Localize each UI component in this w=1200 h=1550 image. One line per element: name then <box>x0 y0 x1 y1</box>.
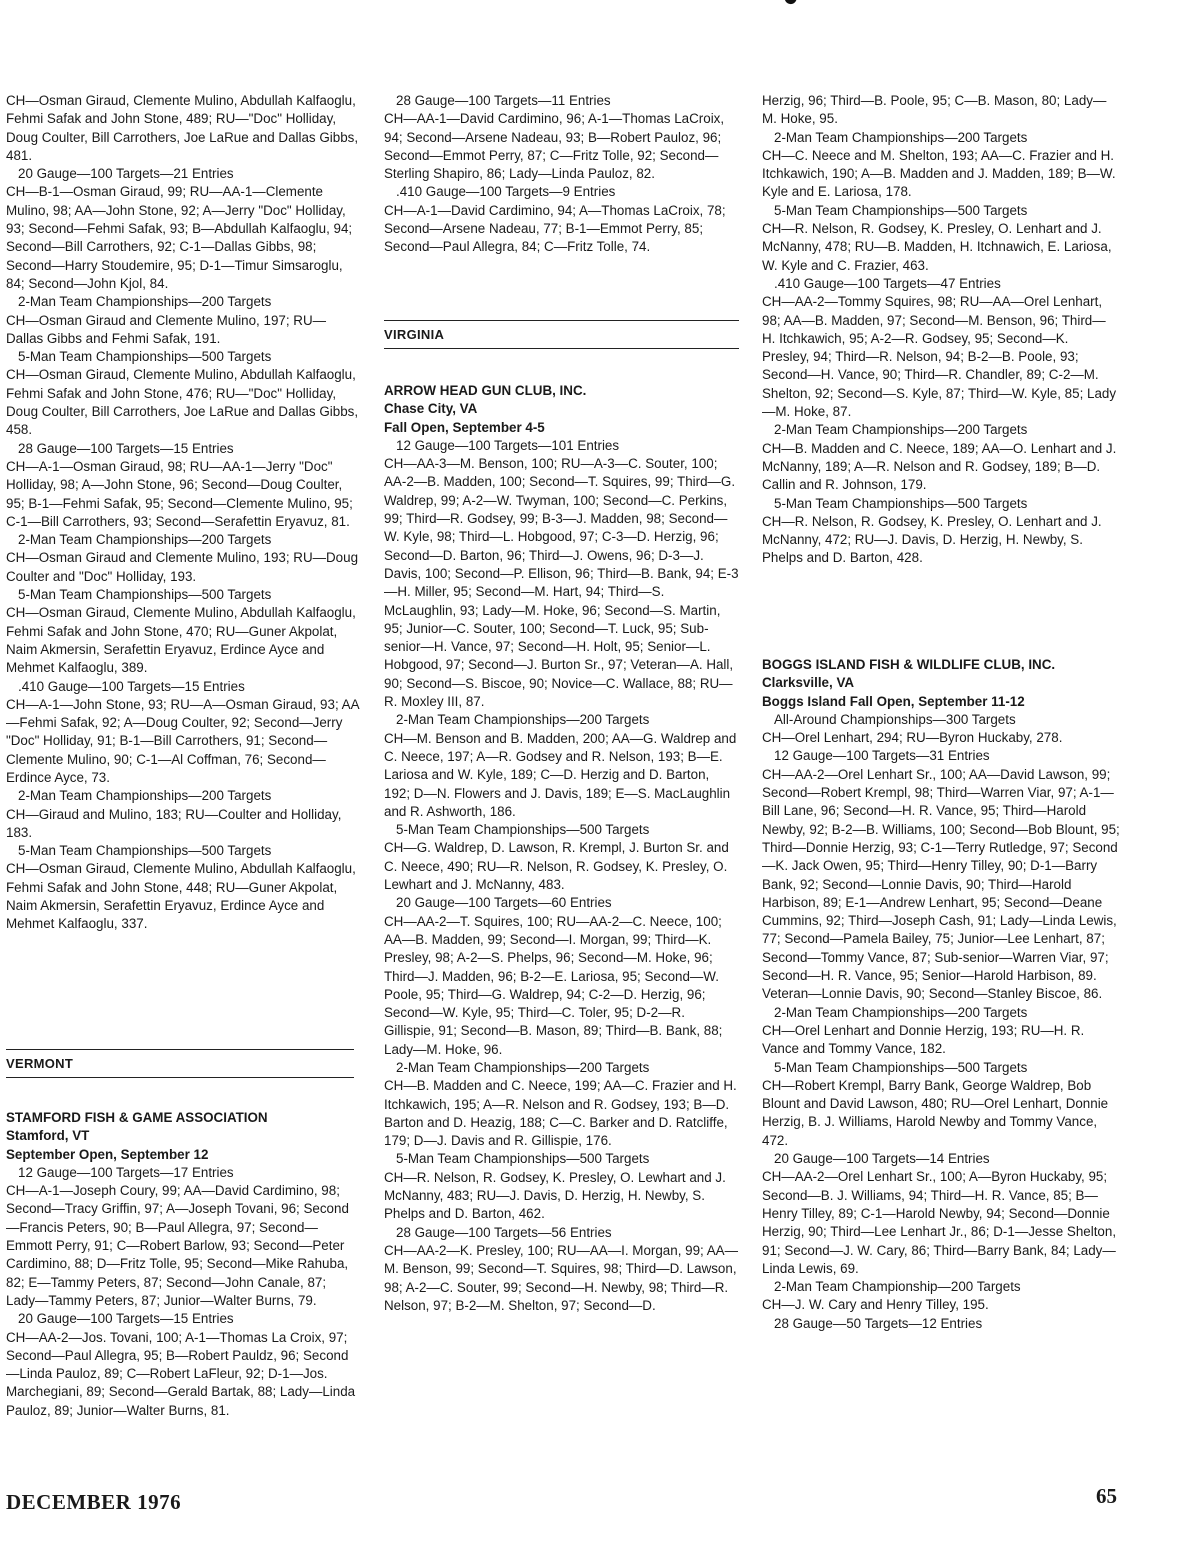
result-paragraph: CH—A-1—David Cardimino, 94; A—Thomas LaCroix, 78; Second—Arsene Nadeau, 77; B-1—Emmot Perry, 85; Second—Paul Allegra, 84; C—Fritz Tolle, 74. <box>384 202 726 255</box>
event-heading: 12 Gauge—100 Targets—31 Entries <box>774 748 990 764</box>
event-heading: 5-Man Team Championships—500 Targets <box>18 843 272 859</box>
result-paragraph: CH—AA-2—Tommy Squires, 98; RU—AA—Orel Lenhart, 98; AA—B. Madden, 97; Second—M. Benson, 96; Third—H. Itchkawich, 95; A-2—R. Godsey, 95; Second—K. Presley, 94; Third—R. Nelson, 94; B-2—B. Poole, 93; Second—H. Vance, 90; Third—R. Chandler, 89; C-2—M. Shelton, 92; Second—S. Kyle, 87; Third—W. Kyle, 85; Lady—M. Hoke, 87. <box>762 294 1117 420</box>
result-paragraph: CH—Orel Lenhart, 294; RU—Byron Huckaby, 278. <box>762 730 1063 746</box>
event-title: Fall Open, September 4-5 <box>384 419 545 435</box>
event-heading: 5-Man Team Championships—500 Targets <box>396 1151 650 1167</box>
club-location: Clarksville, VA <box>762 675 855 691</box>
event-title: September Open, September 12 <box>6 1146 209 1162</box>
result-paragraph: CH—Osman Giraud, Clemente Mulino, Abdullah Kalfaoglu, Fehmi Safak and John Stone, 476; RU—"Doc" Holliday, Doug Coulter, Bill Carrothers, Joe LaRue and Dallas Gibbs, 458. <box>6 367 359 438</box>
result-paragraph: CH—R. Nelson, R. Godsey, K. Presley, O. Lewhart and J. McNanny, 483; RU—J. Davis, D. Herzig, H. Newby, S. Phelps and D. Barton, 462. <box>384 1169 726 1222</box>
result-paragraph: CH—AA-2—Orel Lenhart Sr., 100; AA—David Lawson, 99; Second—Robert Krempl, 98; Third—Warren Viar, 97; A-1—Bill Lane, 96; Second—H. R. Vance, 95; Third—Harold Newby, 92; B-2—B. Williams, 100; Second—Bob Blount, 95; Third—Donnie Herzig, 93; C-1—Terry Rutledge, 97; Second—K. Jack Owen, 95; Third—Henry Tilley, 90; D-1—Barry Bank, 92; Second—Lonnie Davis, 90; Third—Harold Harbison, 89; E-1—Andrew Lenhart, 95; Second—Deane Cummins, 92; Third—Joseph Cash, 91; Lady—Linda Lewis, 77; Second—Pamela Bailey, 75; Junior—Lee Lenhart, 87; Second—Tommy Vance, 87; Sub-senior—Warren Viar, 97; Second—H. R. Vance, 95; Senior—Harold Harbison, 89. <box>762 766 1120 984</box>
column-2-results <box>384 92 739 257</box>
event-heading: 2-Man Team Championships—200 Targets <box>774 129 1028 145</box>
event-heading: 20 Gauge—100 Targets—60 Entries <box>396 895 612 911</box>
club-location: Stamford, VT <box>6 1128 90 1144</box>
result-paragraph: CH—R. Nelson, R. Godsey, K. Presley, O. Lenhart and J. McNanny, 478; RU—B. Madden, H. Itchnawich, E. Lariosa, W. Kyle and C. Frazier, 463. <box>762 221 1112 273</box>
result-paragraph: CH—G. Waldrep, D. Lawson, R. Krempl, J. Burton Sr. and C. Neece, 490; RU—R. Nelson, R. Godsey, K. Presley, O. Lewhart and J. McNanny, 483. <box>384 840 729 893</box>
result-paragraph: CH—Osman Giraud, Clemente Mulino, Abdullah Kalfaoglu, Fehmi Safak and John Stone, 489; RU—"Doc" Holliday, Doug Coulter, Bill Carrothers, Joe LaRue and Dallas Gibbs, 481. <box>6 93 359 163</box>
event-heading: .410 Gauge—100 Targets—47 Entries <box>774 275 1001 291</box>
result-paragraph: CH—AA-2—T. Squires, 100; RU—AA-2—C. Neece, 100; AA—B. Madden, 99; Second—I. Morgan, 99; Third—K. Presley, 98; A-2—S. Phelps, 96; Second—M. Hoke, 96; Third—J. Madden, 96; B-2—E. Lariosa, 95; Second—W. Poole, 95; Third—G. Waldrep, 94; C-2—D. Herzig, 96; Second—W. Kyle, 95; Third—C. Toler, 95; D-2—R. Gillispie, 91; Second—B. Mason, 89; Third—B. Bank, 88; Lady—M. Hoke, 96. <box>384 913 723 1057</box>
result-paragraph: CH—J. W. Cary and Henry Tilley, 195. <box>762 1297 989 1313</box>
event-heading: .410 Gauge—100 Targets—15 Entries <box>18 678 245 694</box>
event-heading: 12 Gauge—100 Targets—101 Entries <box>396 437 620 453</box>
event-heading: 2-Man Team Championship—200 Targets <box>774 1279 1021 1295</box>
event-heading: 2-Man Team Championships—200 Targets <box>774 422 1028 438</box>
club-name: ARROW HEAD GUN CLUB, INC. <box>384 383 587 398</box>
event-heading: 28 Gauge—100 Targets—56 Entries <box>396 1224 612 1240</box>
result-paragraph: CH—M. Benson and B. Madden, 200; AA—G. Waldrep and C. Neece, 197; A—R. Godsey and R. Nelson, 193; B—E. Lariosa and W. Kyle, 189; C—D. Herzig and D. Barton, 192; D—N. Flowers and J. Davis, 189; E—S. MacLaughlin and R. Ashworth, 186. <box>384 730 737 819</box>
result-paragraph: CH—Robert Krempl, Barry Bank, George Waldrep, Bob Blount and David Lawson, 480; RU—Orel Lenhart, Donnie Herzig, B. J. Williams, Harold Newby and Tommy Vance, 472. <box>762 1077 1109 1148</box>
virginia-arrowhead-section <box>384 382 739 1315</box>
result-paragraph: CH—AA-3—M. Benson, 100; RU—A-3—C. Souter, 100; AA-2—B. Madden, 100; Second—T. Squires, 99; Third—G. Waldrep, 99; A-2—W. Twyman, 100; Second—C. Perkins, 99; Third—R. Godsey, 99; B-3—J. Madden, 98; Second—W. Kyle, 98; Third—L. Hobgood, 97; C-3—D. Herzig, 96; Second—D. Barton, 96; Third—J. Owens, 96; D-3—J. Davis, 100; Second—P. Ellison, 96; Third—B. Bank, 94; E-3—H. Miller, 95; Second—M. Hart, 94; Third—S. McLaughlin, 93; Lady—M. Hoke, 96; Second—S. Martin, 95; Junior—C. Souter, 100; Second—T. Luck, 95; Sub-senior—H. Vance, 97; Second—H. Holt, 95; Senior—L. Hobgood, 97; Second—J. Burton Sr., 97; Veteran—A. Hall, 90; Second—S. Biscoe, 90; Novice—C. Wallace, 88; RU—R. Moxley III, 87. <box>384 456 739 710</box>
result-paragraph: CH—Osman Giraud, Clemente Mulino, Abdullah Kalfaoglu, Fehmi Safak and John Stone, 448; RU—Guner Akpolat, Naim Akmersin, Serafettin Eryavuz, Erdince Ayce and Mehmet Kalfaoglu, 337. <box>6 861 356 932</box>
event-heading: 20 Gauge—100 Targets—21 Entries <box>18 166 234 182</box>
event-heading: 2-Man Team Championships—200 Targets <box>18 532 272 548</box>
issue-date: DECEMBER 1976 <box>6 1490 182 1514</box>
event-heading: 20 Gauge—100 Targets—15 Entries <box>18 1311 234 1327</box>
event-heading: 5-Man Team Championships—500 Targets <box>18 587 272 603</box>
result-paragraph: CH—AA-1—David Cardimino, 96; A-1—Thomas LaCroix, 94; Second—Arsene Nadeau, 93; B—Robert Pauloz, 96; Second—Emmot Perry, 87; C—Fritz Tolle, 92; Second—Sterling Shapiro, 86; Lady—Linda Pauloz, 82. <box>384 111 725 182</box>
event-heading: 28 Gauge—100 Targets—11 Entries <box>396 93 611 108</box>
club-location: Chase City, VA <box>384 401 478 417</box>
event-heading: 2-Man Team Championships—200 Targets <box>18 788 272 804</box>
result-paragraph: CH—B. Madden and C. Neece, 189; AA—O. Lenhart and J. McNanny, 189; A—R. Nelson and R. Godsey, 189; B—D. Callin and R. Johnson, 179. <box>762 440 1117 493</box>
club-name: BOGGS ISLAND FISH & WILDLIFE CLUB, INC. <box>762 657 1056 672</box>
event-heading: 5-Man Team Championships—500 Targets <box>774 202 1028 218</box>
club-name: STAMFORD FISH & GAME ASSOCIATION <box>6 1110 268 1125</box>
print-smudge <box>784 0 799 6</box>
state-heading-virginia: VIRGINIA <box>384 320 739 349</box>
result-paragraph: Herzig, 96; Third—B. Poole, 95; C—B. Mason, 80; Lady—M. Hoke, 95. <box>762 93 1107 127</box>
event-heading: 28 Gauge—50 Targets—12 Entries <box>774 1315 983 1331</box>
event-heading: 2-Man Team Championships—200 Targets <box>396 712 650 728</box>
event-heading: 5-Man Team Championships—500 Targets <box>774 1059 1028 1075</box>
result-paragraph: CH—A-1—Joseph Coury, 99; AA—David Cardimino, 98; Second—Tracy Griffin, 97; A—Joseph Tovani, 96; Second—Francis Peters, 90; B—Paul Allegra, 97; Second—Emmott Perry, 91; C—Robert Barlow, 93; Second—Peter Cardimino, 88; D—Fritz Tolle, 95; Second—Mike Rahuba, 82; E—Tammy Peters, 87; Second—John Canale, 87; Lady—Tammy Peters, 87; Junior—Walter Burns, 79. <box>6 1183 349 1308</box>
result-paragraph: CH—Osman Giraud, Clemente Mulino, Abdullah Kalfaoglu, Fehmi Safak and John Stone, 470; RU—Guner Akpolat, Naim Akmersin, Serafettin Eryavuz, Erdince Ayce and Mehmet Kalfaoglu, 389. <box>6 605 356 676</box>
result-paragraph: CH—B-1—Osman Giraud, 99; RU—AA-1—Clemente Mulino, 98; AA—John Stone, 92; A—Jerry "Doc" Holliday, 93; Second—Fehmi Safak, 93; B—Abdullah Kalfaoglu, 94; Second—Bill Carrothers, 92; C-1—Dallas Gibbs, 98; Second—Harry Stoudemire, 95; D-1—Timur Simsaroglu, 84; Second—John Kjol, 84. <box>6 184 353 291</box>
event-heading: 5-Man Team Championships—500 Targets <box>396 822 650 838</box>
event-heading: 20 Gauge—100 Targets—14 Entries <box>774 1151 990 1167</box>
event-heading: 2-Man Team Championships—200 Targets <box>396 1059 650 1075</box>
result-paragraph: CH—AA-2—K. Presley, 100; RU—AA—I. Morgan, 99; AA—M. Benson, 99; Second—T. Squires, 98; Third—D. Lawson, 98; A-2—C. Souter, 99; Second—H. Newby, 98; Third—R. Nelson, 97; B-2—M. Shelton, 97; Second—D. <box>384 1242 738 1313</box>
result-paragraph: CH—R. Nelson, R. Godsey, K. Presley, O. Lenhart and J. McNanny, 472; RU—J. Davis, D. Herzig, H. Newby, S. Phelps and D. Barton, 428. <box>762 513 1102 566</box>
event-title: Boggs Island Fall Open, September 11-12 <box>762 693 1025 709</box>
result-paragraph: Veteran—Lonnie Davis, 90; Second—Stanley Biscoe, 86. <box>762 986 1103 1002</box>
result-paragraph: CH—Osman Giraud and Clemente Mulino, 193; RU—Doug Coulter and "Doc" Holliday, 193. <box>6 550 359 584</box>
virginia-boggs-island-section <box>762 656 1122 1333</box>
result-paragraph: CH—C. Neece and M. Shelton, 193; AA—C. Frazier and H. Itchkawich, 190; A—B. Madden and J. Madden, 189; B—W. Kyle and E. Lariosa, 178. <box>762 147 1116 200</box>
column-1-results <box>6 92 361 934</box>
result-paragraph: CH—A-1—Osman Giraud, 98; RU—AA-1—Jerry "Doc" Holliday, 98; A—John Stone, 96; Second—Doug Coulter, 95; B-1—Fehmi Safak, 95; Second—Clemente Mulino, 95; C-1—Bill Carrothers, 93; Second—Serafettin Eryavuz, 81. <box>6 458 353 529</box>
result-paragraph: CH—Osman Giraud and Clemente Mulino, 197; RU—Dallas Gibbs and Fehmi Safak, 191. <box>6 312 327 346</box>
event-heading: 5-Man Team Championships—500 Targets <box>18 349 272 365</box>
event-heading: 12 Gauge—100 Targets—17 Entries <box>18 1164 234 1180</box>
event-heading: All-Around Championships—300 Targets <box>774 711 1016 727</box>
result-paragraph: CH—A-1—John Stone, 93; RU—A—Osman Giraud, 93; AA—Fehmi Safak, 92; A—Doug Coulter, 92; Second—Jerry "Doc" Holliday, 91; B-1—Bill Carrothers, 91; Second—Clemente Mulino, 90; C-1—Al Coffman, 76; Second—Erdince Ayce, 73. <box>6 696 360 785</box>
state-heading-vermont: VERMONT <box>6 1049 354 1078</box>
page-number: 65 <box>1096 1484 1117 1508</box>
column-3-results <box>762 92 1117 568</box>
event-heading: 28 Gauge—100 Targets—15 Entries <box>18 440 234 456</box>
result-paragraph: CH—AA-2—Orel Lenhart Sr., 100; A—Byron Huckaby, 95; Second—B. J. Williams, 94; Third—H. R. Vance, 85; B—Henry Tilley, 89; C-1—Harold Newby, 94; Second—Donnie Herzig, 90; Third—Lee Lenhart Jr., 86; D-1—Jesse Shelton, 91; Second—J. W. Cary, 86; Third—Barry Bank, 84; Lady—Linda Lewis, 69. <box>762 1169 1117 1276</box>
event-heading: 2-Man Team Championships—200 Targets <box>18 294 272 310</box>
result-paragraph: CH—B. Madden and C. Neece, 199; AA—C. Frazier and H. Itchkawich, 195; A—R. Nelson and R. Godsey, 193; B—D. Barton and D. Heazig, 188; C—C. Barker and D. Ratcliffe, 179; D—J. Davis and R. Gillispie, 176. <box>384 1078 737 1149</box>
result-paragraph: CH—AA-2—Jos. Tovani, 100; A-1—Thomas La Croix, 97; Second—Paul Allegra, 95; B—Robert Pauldz, 96; Second—Linda Pauloz, 89; C—Robert LaFleur, 92; D-1—Jos. Marchegiani, 89; Second—Gerald Bartak, 88; Lady—Linda Pauloz, 89; Junior—Walter Burns, 81. <box>6 1329 356 1418</box>
event-heading: 2-Man Team Championships—200 Targets <box>774 1004 1028 1020</box>
result-paragraph: CH—Giraud and Mulino, 183; RU—Coulter and Holliday, 183. <box>6 806 342 840</box>
result-paragraph: CH—Orel Lenhart and Donnie Herzig, 193; RU—H. R. Vance and Tommy Vance, 182. <box>762 1022 1085 1057</box>
event-heading: 5-Man Team Championships—500 Targets <box>774 495 1028 511</box>
event-heading: .410 Gauge—100 Targets—9 Entries <box>396 184 616 200</box>
vermont-club-section <box>6 1109 358 1420</box>
